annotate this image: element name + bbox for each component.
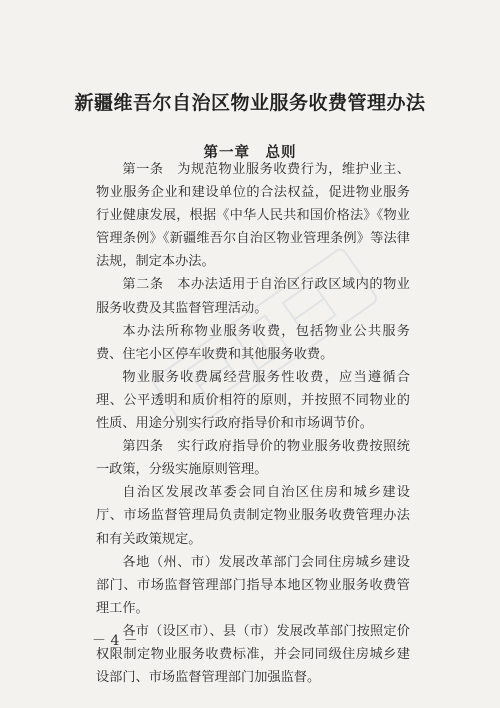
document-body — [96, 158, 410, 689]
fee-principle-paragraph: 物业服务收费属经营服务性收费，应当遵循合理、公平透明和质价相符的原则，并按照不同物业的性质、用途分别实行政府指导价和市场调节价。 — [96, 369, 410, 432]
fee-definition-paragraph: 本办法所称物业服务收费，包括物业公共服务费、住宅小区停车收费和其他服务收费。 — [96, 323, 410, 362]
article-4-paragraph: 第四条 实行政府指导价的物业服务收费按照统一政策，分级实施原则管理。 — [96, 439, 410, 478]
page-number: － 4 － — [92, 633, 138, 649]
document-title: 新疆维吾尔自治区物业服务收费管理办法 — [74, 92, 426, 114]
prefecture-responsibility-paragraph: 各地（州、市）发展改革部门会同住房城乡建设部门、市场监督管理部门指导本地区物业服务收费管理工作。 — [96, 554, 410, 616]
article-2-paragraph: 第二条 本办法适用于自治区行政区域内的物业服务收费及其监督管理活动。 — [96, 277, 410, 316]
regional-responsibility-paragraph: 自治区发展改革委会同自治区住房和城乡建设厅、市场监督管理局负责制定物业服务收费管理办法和有关政策规定。 — [96, 485, 410, 547]
chapter-heading: 第一章 总则 — [203, 144, 297, 161]
county-responsibility-paragraph: 各市（设区市）、县（市）发展改革部门按照定价权限制定物业服务收费标准，并会同同级住房城乡建设部门、市场监督管理部门加强监督。 — [96, 623, 410, 686]
article-1-paragraph: 第一条 为规范物业服务收费行为，维护业主、物业服务企业和建设单位的合法权益，促进物业服务行业健康发展，根据《中华人民共和国价格法》《物业管理条例》《新疆维吾尔自治区物业管理条例》等法律法规，制定本办法。 — [96, 162, 410, 270]
